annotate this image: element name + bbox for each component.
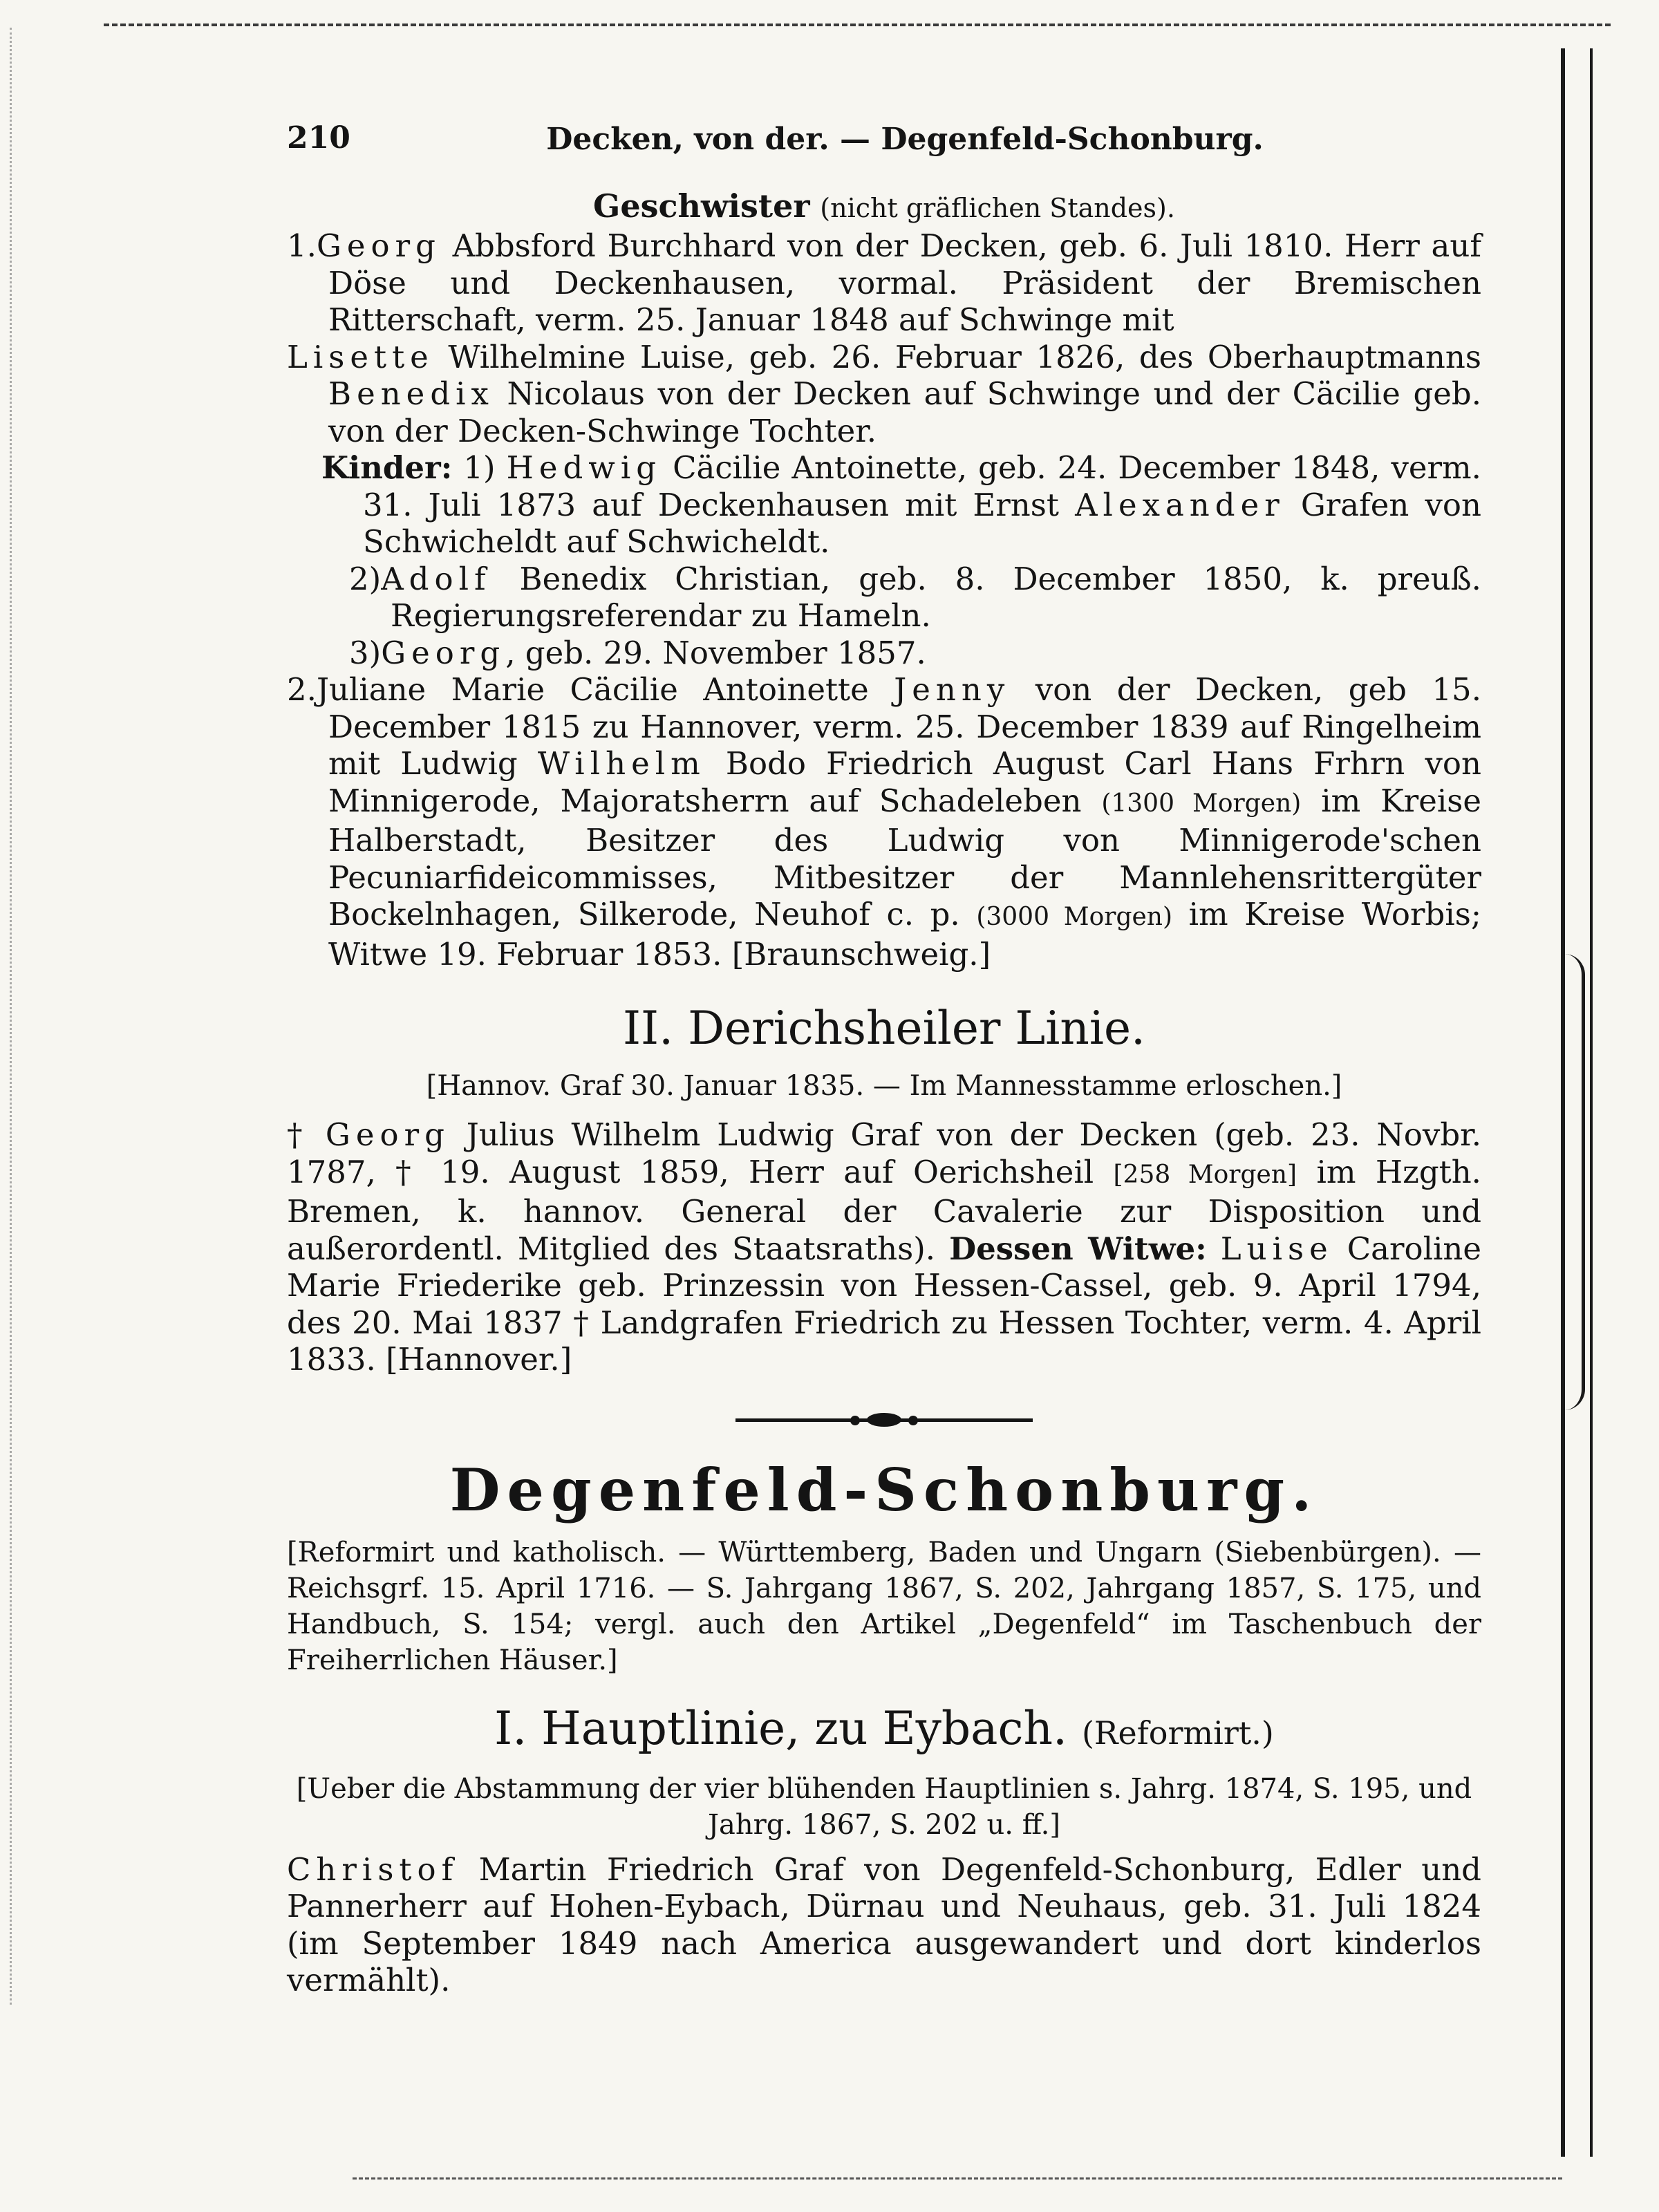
section-title-derichsheiler: II. Derichsheiler Linie. — [622, 1002, 1146, 1055]
estate-size: [258 Morgen] — [1113, 1160, 1297, 1189]
children-label: Kinder: — [321, 449, 453, 486]
entry-number: 1. — [287, 227, 317, 264]
bottom-border-rule — [353, 2177, 1562, 2180]
person-name: Luise — [1220, 1230, 1333, 1267]
child-3 — [287, 635, 1481, 672]
person-name: Benedix — [328, 375, 494, 412]
person-name: Georg — [381, 634, 506, 671]
siblings-heading-line — [287, 187, 1481, 227]
margin-brace — [1561, 954, 1585, 1410]
top-border-rule — [104, 24, 1611, 26]
running-title: Decken, von der. — Degenfeld-Schonburg. — [546, 122, 1264, 157]
person-name: Jenny — [894, 671, 1011, 708]
entry-text: Grafen von Schwicheldt auf Schwicheldt. — [363, 486, 1481, 560]
entry-text: im Hzgth. Bremen, k. hannov. General der Cavalerie zur Disposition und außerordentl. Mitglied des Staatsraths). — [287, 1153, 1481, 1267]
section-title-hauptlinie — [287, 1698, 1481, 1764]
entry-christof — [287, 1851, 1481, 1999]
person-name: Georg — [325, 1116, 450, 1153]
entry-text: im Kreise Worbis; Witwe 19. Februar 1853. [Braunschweig.] — [328, 896, 1481, 973]
siblings-heading-note: (nicht gräflichen Standes). — [820, 193, 1175, 223]
entry-number: 2. — [287, 671, 317, 708]
page-number: 210 — [287, 120, 350, 156]
siblings-heading: Geschwister — [593, 187, 810, 225]
person-name: Christof — [287, 1850, 459, 1888]
page-header — [287, 116, 1481, 165]
entry-text: Juliane Marie Cäcilie Antoinette — [316, 671, 894, 708]
child-number: 2) — [349, 560, 382, 597]
estate-size: (3000 Morgen) — [976, 903, 1173, 931]
family-title-degenfeld: Degenfeld-Schonburg. — [449, 1455, 1319, 1524]
entry-text: , geb. 29. November 1857. — [505, 634, 926, 671]
column-rule-right — [1590, 48, 1593, 2157]
person-name: Alexander — [1075, 486, 1285, 523]
entry-text: Martin Friedrich Graf von Degenfeld-Schonburg, Edler und Pannerherr auf Hohen-Eybach, Dürnau und Neuhaus, geb. 31. Juli 1824 (im September 1849 nach America ausgewandert und dort kinderlos vermählt). — [287, 1850, 1481, 1998]
section-title-note: (Reformirt.) — [1081, 1714, 1274, 1752]
entry-text: Cäcilie Antoinette, geb. 24. December 1848, verm. 31. Juli 1873 auf Deckenhausen mit Ernst — [363, 449, 1481, 523]
entry-text: Caroline Marie Friederike geb. Prinzessin von Hessen-Cassel, geb. 9. April 1794, des 20. Mai 1837 † Landgrafen Friedrich zu Hessen Tochter, verm. 4. April 1833. [Hannover.] — [287, 1230, 1481, 1378]
section-note-derichsheiler: [Hannov. Graf 30. Januar 1835. — Im Mannesstamme erloschen.] — [426, 1070, 1342, 1102]
entry-text: Bodo Friedrich August Carl Hans Frhrn von Minnigerode, Majoratsherrn auf Schadeleben — [328, 745, 1481, 819]
entry-juliane — [287, 671, 1481, 973]
person-name: Adolf — [381, 560, 491, 597]
section-title-text: I. Hauptlinie, zu Eybach. — [494, 1701, 1067, 1755]
child-number: 1) — [463, 449, 496, 486]
person-name: Wilhelm — [537, 745, 706, 782]
person-name: Lisette — [287, 338, 434, 375]
child-2 — [287, 561, 1481, 635]
page-body — [287, 187, 1481, 1999]
entry-text: Abbsford Burchhard von der Decken, geb. 6. Juli 1810. Herr auf Döse und Deckenhausen, vormal. Präsident der Bremischen Ritterschaft, verm. 25. Januar 1848 auf Schwinge mit — [328, 227, 1481, 338]
child-1 — [287, 449, 1481, 561]
child-number: 3) — [349, 634, 382, 671]
entry-text: im Kreise Halberstadt, Besitzer des Ludwig von Minnigerode'schen Pecuniarfideicommisses, Mitbesitzer der Mannlehensrittergüter Bockelnhagen, Silkerode, Neuhof c. p. — [328, 782, 1481, 932]
entry-text: Benedix Christian, geb. 8. December 1850, k. preuß. Regierungsreferendar zu Hameln. — [391, 560, 1481, 634]
entry-text: von der Decken, geb 15. December 1815 zu Hannover, verm. 25. December 1839 auf Ringelheim mit Ludwig — [328, 671, 1481, 782]
entry-text: Wilhelmine Luise, geb. 26. Februar 1826, des Oberhauptmanns — [433, 338, 1481, 375]
person-name: Hedwig — [506, 449, 662, 486]
entry-text: Nicolaus von der Decken auf Schwinge und der Cäcilie geb. von der Decken-Schwinge Tochter. — [328, 375, 1481, 449]
widow-label: Dessen Witwe: — [949, 1230, 1207, 1267]
entry-georg — [287, 227, 1481, 339]
estate-size: (1300 Morgen) — [1101, 789, 1302, 818]
family-note-degenfeld: [Reformirt und katholisch. — Württemberg, Baden und Ungarn (Siebenbürgen). — Reichsgrf. 15. April 1716. — S. Jahrgang 1867, S. 202, Jahrgang 1857, S. 175, und Handbuch, S. 154; vergl. auch den Artikel „Degenfeld“ im Taschenbuch der Freiherrlichen Häuser.] — [287, 1536, 1481, 1676]
ornament-divider — [735, 1412, 1033, 1428]
entry-text: Julius Wilhelm Ludwig Graf von der Decken (geb. 23. Novbr. 1787, † 19. August 1859, Herr auf Oerichsheil — [287, 1116, 1481, 1190]
entry-georg-julius — [287, 1116, 1481, 1378]
entry-georg-wife — [287, 339, 1481, 450]
section-note-hauptlinie: [Ueber die Abstammung der vier blühenden Hauptlinien s. Jahrg. 1874, S. 195, und Jahrg. 1867, S. 202 u. ff.] — [296, 1772, 1472, 1841]
dagger-mark: † — [287, 1116, 326, 1153]
binding-edge — [10, 28, 21, 2005]
person-name: Georg — [316, 227, 441, 264]
